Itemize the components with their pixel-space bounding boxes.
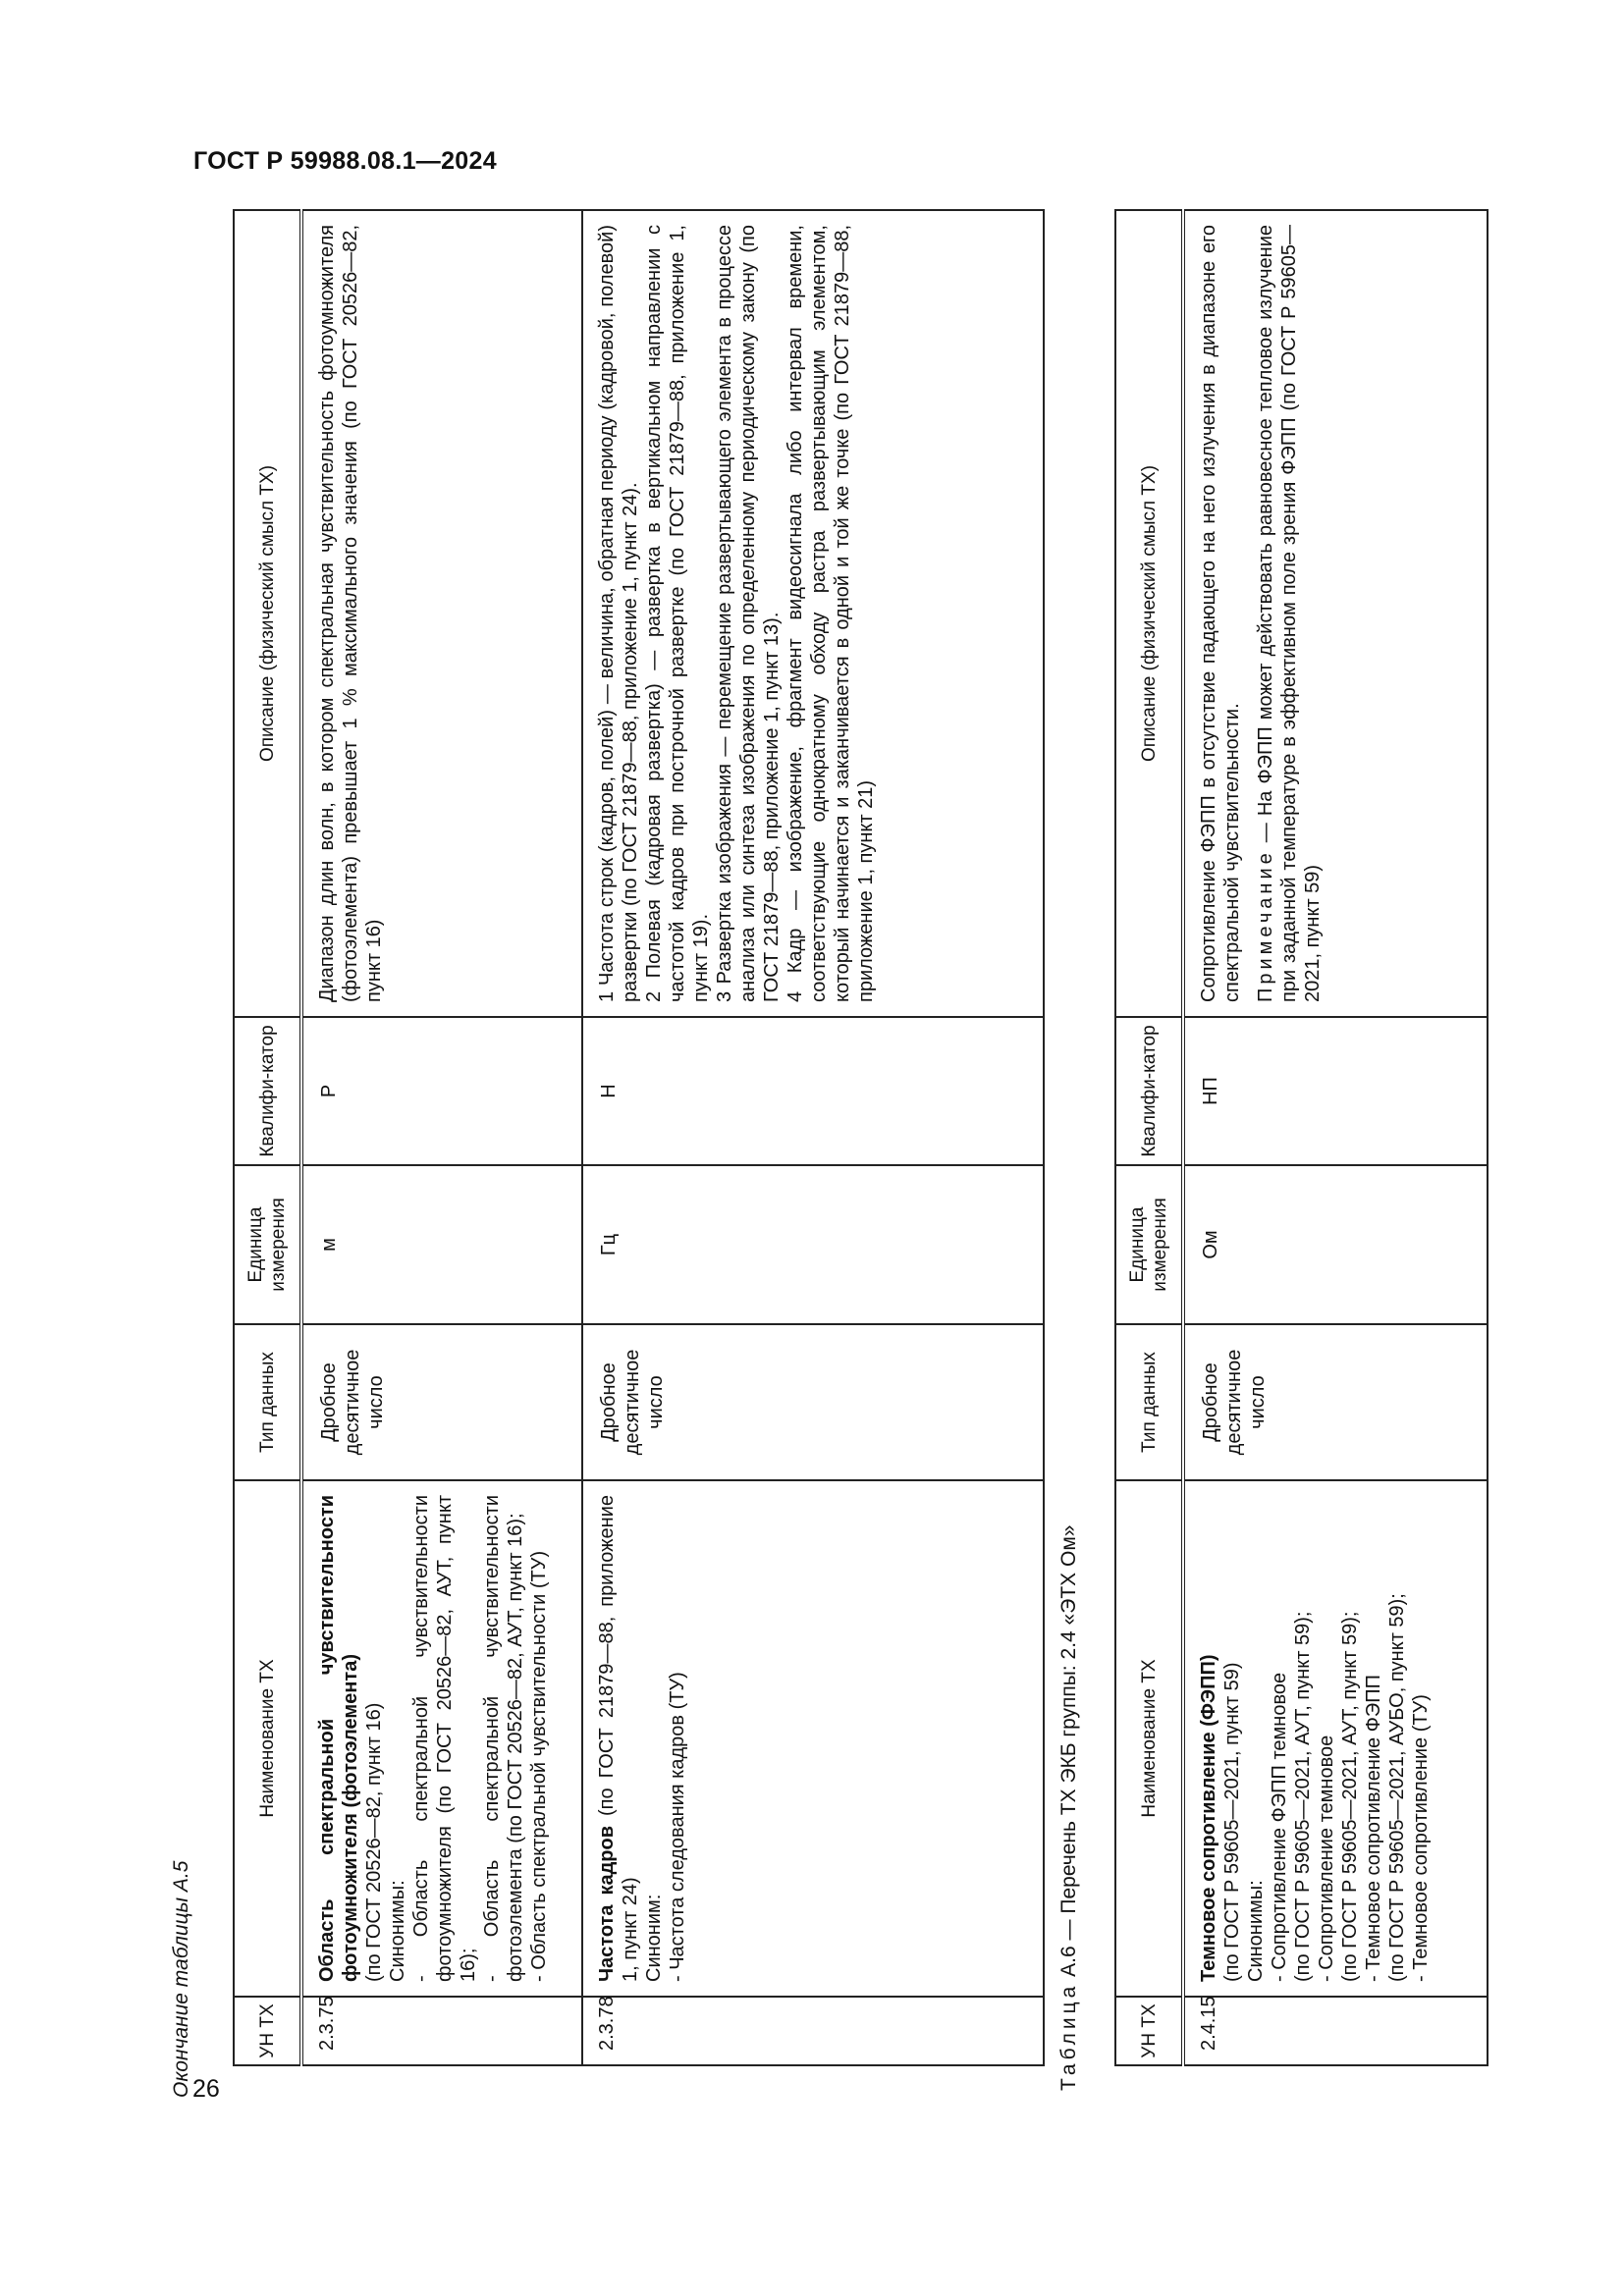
table-a5: [233, 209, 1045, 2066]
cell-unit: м: [301, 1165, 582, 1324]
cell-description: [301, 210, 582, 1017]
table-a5-caption: Окончание таблицы А.5: [170, 1860, 192, 2098]
caption-rest: А.6 — Перечень ТХ ЭКБ группы: 2.4 «ЭТХ Ом»: [1057, 1524, 1080, 1983]
col-header-description: Описание (физический смысл ТХ): [1115, 210, 1183, 1017]
table-row: [1183, 210, 1488, 2065]
col-header-type: Тип данных: [1115, 1324, 1183, 1480]
cell-type: Дробное десятичное число: [301, 1324, 582, 1480]
name-line: Синонимы:: [387, 1880, 408, 1982]
description-line: 2 Полевая (кадровая развертка) — развертка в вертикальном направлении с частотой кадров при построчной развертке (по ГОСТ 21879—88, приложение 1, пункт 19).: [643, 225, 712, 1002]
cell-id: 2.3.75: [301, 1997, 582, 2065]
description-note: [1254, 225, 1325, 1002]
name-bold: Частота кадров: [596, 1825, 618, 1982]
description-line: Диапазон длин волн, в котором спектральная чувствительность фотоумножителя (фотоэлемента) превышает 1 % максимального значения (по ГОСТ 20526—82, пункт 16): [316, 225, 385, 1002]
col-header-qualifier: Квалифи-катор: [1115, 1017, 1183, 1165]
name-line: - Темновое сопротивление ФЭПП: [1363, 1674, 1384, 1982]
table-a6-header: [1115, 210, 1183, 2065]
name-line: - Сопротивление темновое: [1316, 1735, 1337, 1982]
cell-type: Дробное десятичное число: [1183, 1324, 1488, 1480]
name-rest: (по ГОСТ 21879—88, приложение 1, пункт 24): [596, 1495, 641, 1982]
note-text: — На ФЭПП может действовать равновесное тепловое излучение при заданной температуре в эффективном поле зрения ФЭПП (по ГОСТ Р 59605—2021, пункт 59): [1255, 225, 1324, 1002]
cell-unit: Гц: [582, 1165, 1044, 1324]
cell-description: [1183, 210, 1488, 1017]
col-header-qualifier: Квалифи-катор: [234, 1017, 301, 1165]
col-header-id: УН ТХ: [1115, 1997, 1183, 2065]
name-line: - Область спектральной чувствительности фотоумножителя (по ГОСТ 20526—82, АУТ, пункт 16);: [410, 1495, 479, 1982]
name-line: Синонимы:: [1245, 1880, 1267, 1982]
name-line: - Область спектральной чувствительности фотоэлемента (по ГОСТ 20526—82, АУТ, пункт 16);: [481, 1495, 526, 1982]
name-bold: Область спектральной чувствительности фотоумножителя (фотоэлемента): [316, 1495, 361, 1982]
col-header-name: Наименование ТХ: [234, 1480, 301, 1997]
caption-prefix: Таблица: [1057, 1982, 1080, 2091]
table-a6: [1114, 209, 1489, 2066]
col-header-unit: Единица измерения: [234, 1165, 301, 1324]
table-a5-header: [234, 210, 301, 2065]
cell-id: 2.3.78: [582, 1997, 1044, 2065]
cell-qualifier: Н: [582, 1017, 1044, 1165]
cell-name: [582, 1480, 1044, 1997]
name-line: - Область спектральной чувствительности (ТУ): [528, 1550, 550, 1982]
description-line: 4 Кадр — изображение, фрагмент видеосигнала либо интервал времени, соответствующие однократному обходу растра развертывающим элементом, который начинается и заканчивается в одной и той же точке (по ГОСТ 21879—88, приложение 1, пункт 21): [785, 225, 877, 1002]
description-main: Сопротивление ФЭПП в отсутствие падающего на него излучения в диапазоне его спектральной чувствительности.: [1198, 225, 1243, 1002]
name-line: (по ГОСТ Р 59605—2021, АУТ, пункт 59);: [1292, 1611, 1314, 1982]
name-line: (по ГОСТ Р 59605—2021, АУТ, пункт 59);: [1339, 1611, 1361, 1982]
table-a6-caption: [1057, 1525, 1081, 2091]
col-header-description: Описание (физический смысл ТХ): [234, 210, 301, 1017]
document-header: ГОСТ Р 59988.08.1—2024: [193, 147, 497, 175]
cell-description: [582, 210, 1044, 1017]
name-line: (по ГОСТ 20526—82, пункт 16): [363, 1702, 385, 1982]
table-row: [582, 210, 1044, 2065]
cell-qualifier: Р: [301, 1017, 582, 1165]
col-header-id: УН ТХ: [234, 1997, 301, 2065]
cell-type: Дробное десятичное число: [582, 1324, 1044, 1480]
cell-name: [1183, 1480, 1488, 1997]
col-header-type: Тип данных: [234, 1324, 301, 1480]
name-bold: Темновое сопротивление (ФЭПП): [1198, 1654, 1219, 1982]
name-line: - Темновое сопротивление (ТУ): [1410, 1694, 1432, 1982]
description-line: 3 Развертка изображения — перемещение развертывающего элемента в процессе анализа или синтеза изображения по определенному периодическому закону (по ГОСТ 21879—88, приложение 1, пункт 13).: [714, 225, 783, 1002]
name-line: - Сопротивление ФЭПП темновое: [1269, 1672, 1290, 1982]
name-line: (по ГОСТ Р 59605—2021, АУБО, пункт 59);: [1386, 1593, 1408, 1982]
cell-unit: Ом: [1183, 1165, 1488, 1324]
table-row: [301, 210, 582, 2065]
col-header-name: Наименование ТХ: [1115, 1480, 1183, 1997]
col-header-unit: Единица измерения: [1115, 1165, 1183, 1324]
cell-name: [301, 1480, 582, 1997]
name-line: - Частота следования кадров (ТУ): [667, 1672, 688, 1982]
description-line: 1 Частота строк (кадров, полей) — величина, обратная периоду (кадровой, полевой) развертки (по ГОСТ 21879—88, приложение 1, пункт 24).: [596, 225, 641, 1002]
cell-qualifier: НП: [1183, 1017, 1488, 1165]
name-line: Синоним:: [643, 1894, 665, 1982]
rotated-content: [170, 211, 1505, 2106]
cell-id: 2.4.15: [1183, 1997, 1488, 2065]
name-line: (по ГОСТ Р 59605—2021, пункт 59): [1221, 1662, 1243, 1982]
note-label: Примечание: [1255, 849, 1276, 1002]
page-number: 26: [192, 2075, 220, 2103]
